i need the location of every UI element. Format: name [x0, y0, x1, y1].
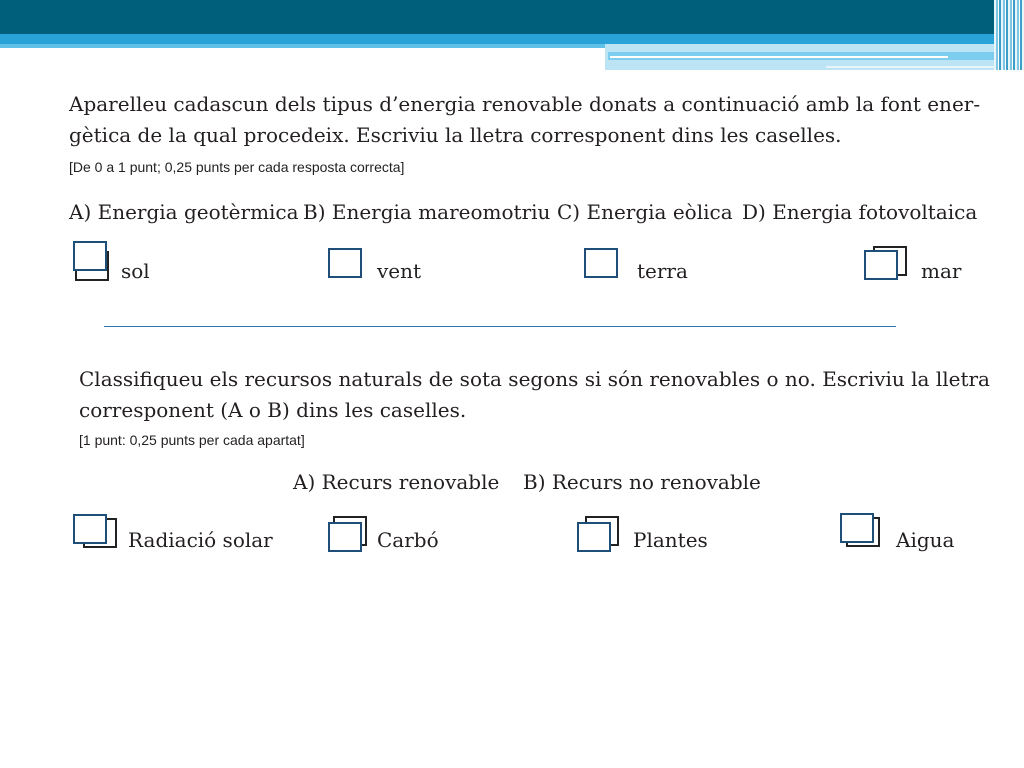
- item-label-terra: terra: [637, 259, 688, 283]
- answer-box-vent[interactable]: [328, 248, 362, 278]
- item-label-vent: vent: [377, 259, 422, 283]
- header-light-bar: [0, 44, 605, 48]
- header-accent-bar: [0, 34, 1024, 44]
- section-divider: [104, 326, 896, 327]
- item-label-radiacio-solar: Radiació solar: [128, 528, 273, 552]
- item-label-aigua: Aigua: [896, 528, 955, 552]
- item-label-plantes: Plantes: [633, 528, 708, 552]
- item-label-sol: sol: [121, 259, 150, 283]
- exercise1-option-d: D) Energia fotovoltaica: [742, 200, 978, 224]
- answer-box-sol[interactable]: [73, 241, 107, 271]
- item-label-mar: mar: [921, 259, 962, 283]
- exercise2-option-a: A) Recurs renovable: [293, 470, 500, 494]
- header-stripes: [994, 0, 1024, 70]
- answer-box-carbo[interactable]: [328, 522, 362, 552]
- exercise2-instruction-line1: Classifiqueu els recursos naturals de sota segons si són renovables o no. Escriviu la lletra: [79, 367, 990, 391]
- answer-box-plantes[interactable]: [577, 522, 611, 552]
- exercise1-option-b: B) Energia mareomotriu: [303, 200, 551, 224]
- header-bar: [0, 0, 1024, 34]
- exercise2-option-b: B) Recurs no renovable: [523, 470, 761, 494]
- item-label-carbo: Carbó: [377, 528, 439, 552]
- exercise2-scoring: [1 punt: 0,25 punts per cada apartat]: [79, 432, 305, 448]
- answer-box-terra[interactable]: [584, 248, 618, 278]
- exercise1-option-c: C) Energia eòlica: [557, 200, 733, 224]
- exercise1-option-a: A) Energia geotèrmica: [69, 200, 299, 224]
- answer-box-mar[interactable]: [864, 250, 898, 280]
- exercise2-instruction-line2: corresponent (A o B) dins les caselles.: [79, 398, 467, 422]
- header-white-line-2: [826, 66, 1016, 68]
- exercise1-instruction-line1: Aparelleu cadascun dels tipus d’energia renovable donats a continuació amb la font ener-: [69, 92, 981, 116]
- answer-box-radiacio-solar[interactable]: [73, 514, 107, 544]
- answer-box-aigua[interactable]: [840, 513, 874, 543]
- header-white-line: [610, 56, 948, 58]
- exercise1-scoring: [De 0 a 1 punt; 0,25 punts per cada resposta correcta]: [69, 159, 405, 175]
- exercise1-instruction-line2: gètica de la qual procedeix. Escriviu la lletra corresponent dins les caselles.: [69, 123, 842, 147]
